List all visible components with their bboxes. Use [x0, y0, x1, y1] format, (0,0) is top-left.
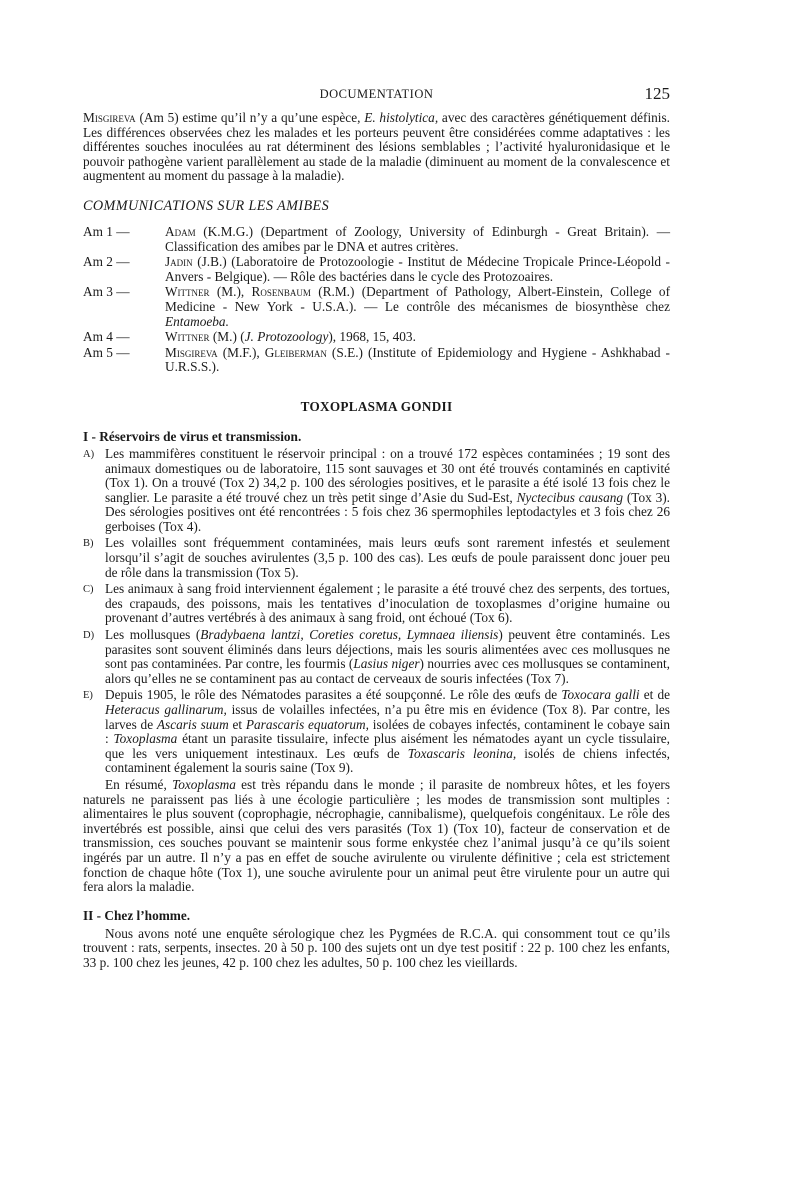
reference-item — [83, 330, 670, 345]
list-item — [83, 688, 670, 776]
reference-item — [83, 255, 670, 284]
author-name: Wittner — [165, 329, 210, 345]
author-name: Jadin — [165, 254, 193, 270]
text-run: En résumé, — [105, 776, 173, 792]
text-run: isolées de cobayes infectés, contaminent le cobaye sain : — [105, 716, 670, 747]
list-item — [83, 582, 670, 626]
intro-paragraph — [83, 111, 670, 184]
item-text — [105, 688, 670, 776]
item-letter: D) — [83, 630, 95, 642]
species-name: Heteracus gallinarum, — [105, 702, 227, 717]
author-name: Misgireva — [83, 110, 136, 125]
author-name: Gleiberman — [264, 344, 327, 360]
text-run: avec des caractères génétiquement définis. Les différences observées chez les malades et les porteurs peuvent être considérées comme adaptatives : les différentes souches inoculées au rat déterminent des lésions semblables ; l’activité hyaluronidasique et le pouvoir pathogène varient parallèlement au stade de la maladie (diminuent au moment de la convalescence et augmentent au moment du passage à la maladie). — [83, 110, 670, 184]
text-run: issus de volailles infectées, n’a pu être mis en évidence (Tox 8). Par contre, les larves de — [105, 702, 670, 732]
text-run: ) peuvent être contaminés. Les parasites sont souvent éliminés dans leurs déjections, mais les souris alimentées avec ces mollusques ne sont pas contaminées. Par contre, les fourmis ( — [105, 627, 670, 672]
species-name: Lasius niger — [353, 656, 420, 672]
reference-code: Am 4 — — [83, 329, 130, 345]
text-run: (R.M.) (Department of Pathology, Albert-Einstein, College of Medicine - New York - U.S.A.). — Le contrôle des mécanismes de biosynthèse chez — [165, 284, 670, 314]
reference-item — [83, 225, 670, 254]
item-text — [105, 628, 670, 686]
species-name: Toxascaris leonina, — [407, 745, 517, 761]
text-run: ) nourries avec ces mollusques se contaminent, alors qu’elles ne se contaminent pas au contact de cerveaux de souris infectées (Tox 7). — [105, 656, 670, 686]
text-run: et — [228, 716, 246, 732]
page-number: 125 — [644, 84, 670, 103]
communications-heading: COMMUNICATIONS SUR LES AMIBES — [83, 197, 330, 214]
reference-code: Am 5 — — [83, 344, 130, 360]
reference-code: Am 1 — — [83, 223, 130, 239]
author-name: Wittner — [165, 284, 210, 300]
reference-code: Am 3 — — [83, 284, 130, 300]
list-item — [83, 628, 670, 686]
species-name: Ascaris suum — [156, 716, 229, 732]
reference-text — [165, 346, 670, 375]
text-run: (Am 5) estime qu’il n’y a qu’une espèce, — [135, 110, 365, 125]
reference-text — [165, 225, 670, 254]
text-run: étant un parasite tissulaire, infecte plus aisément les nématodes ayant un cycle tissulaire, que les vers uniquement intestinaux. Les œufs de — [105, 731, 670, 761]
reference-text — [165, 255, 670, 284]
reference-text — [165, 330, 670, 345]
running-title: DOCUMENTATION — [319, 87, 434, 101]
reference-item — [83, 346, 670, 375]
list-item — [83, 536, 670, 580]
text-run: (M.), — [209, 284, 252, 300]
author-name: Rosenbaum — [251, 284, 311, 300]
reference-text — [165, 285, 670, 329]
text-run: Depuis 1905, le rôle des Nématodes parasites a été soupçonné. Le rôle des œufs de — [105, 687, 562, 703]
text-run: Les mammifères constituent le réservoir principal : on a trouvé 172 espèces contaminées ; 19 sont des animaux domestiques ou de laboratoire, 115 sont sauvages et 30 ont été trouvés contaminés en captivité (Tox 1). On a trouvé (Tox 2) 34,2 p. 100 des sérologies positives, et le parasite a été isolé 13 fois chez le sanglier. Le parasite a été trouvé chez un très petit singe d’Asie du Sud-Est, — [105, 445, 670, 505]
text-run: (Tox 3). Des sérologies positives ont été rencontrées : 5 fois chez 36 spermophiles leptodactyles et 3 fois chez 26 gerboises (Tox 4). — [105, 489, 670, 534]
body-paragraph: Nous avons noté une enquête sérologique chez les Pygmées de R.C.A. qui consomment tout ce qu’ils trouvent : rats, serpents, insectes. 20 à 50 p. 100 des sujets ont un dye test positif : 22 p. 100 chez les enfants, 33 p. 100 chez les jeunes, 42 p. 100 chez les adultes, 50 p. 100 chez les vieillards. — [83, 925, 670, 970]
reference-list — [83, 225, 670, 375]
item-text — [105, 447, 670, 535]
text-run: (M.F.), — [217, 344, 265, 360]
species-name: Bradybaena lantzi, Coreties coretus, Lymnaea iliensis — [200, 627, 499, 643]
subsection-heading: II - Chez l’homme. — [83, 907, 191, 923]
item-letter: C) — [83, 584, 94, 596]
species-name: Toxocara galli — [561, 687, 640, 703]
item-letter: A) — [83, 448, 95, 460]
page-header — [83, 84, 670, 106]
reference-item — [83, 285, 670, 329]
species-name: Toxoplasma — [172, 776, 236, 792]
text-run: est très répandu dans le monde ; il parasite de nombreux hôtes, et les foyers naturels ne paraissent pas liés à une écologie particulière ; les modes de transmission sont multiples : alimentaires le plus souvent (coprophagie, nécrophagie, cannibalisme), quelquefois congénitaux. Le rôle des invertébrés est possible, ainsi que celui des vers parasités (Tox 1) (Tox 10), facteur de conservation et de transmission, ces souches pouvant se maintenir sous forme enkystée chez l’animal jusqu’à ce qu’ils soient ingérés par un autre. Il n’y a pas en effet de souche avirulente ou virulente définitive ; cela est strictement fonction de chaque hôte (Tox 1), une souche avirulente pour un animal peut être virulente pour un autre qui fera alors la maladie. — [83, 776, 670, 895]
species-name: E. histolytica, — [364, 110, 439, 125]
text-run: (J.B.) (Laboratoire de Protozoologie - Institut de Médecine Tropicale Prince-Léopold - Anvers - Belgique). — Rôle des bactéries dans le cycle des Protozoaires. — [165, 254, 670, 284]
species-name: Nyctecibus causang — [516, 489, 624, 505]
summary-paragraph — [83, 778, 670, 895]
species-name: Toxoplasma — [113, 731, 178, 747]
reference-code: Am 2 — — [83, 254, 130, 270]
text-run: et de — [639, 687, 671, 703]
item-letter: E) — [83, 690, 93, 702]
section-heading: TOXOPLASMA GONDII — [300, 398, 453, 414]
text-run: isolés de chiens infectés, contaminent également la souris saine (Tox 9). — [105, 745, 670, 776]
document-page — [83, 84, 670, 971]
journal-name: J. Protozoology — [244, 329, 329, 345]
species-name: Entamoeba. — [165, 313, 229, 329]
item-letter: B) — [83, 538, 94, 550]
author-name: Adam — [165, 223, 196, 239]
text-run: Les mollusques ( — [105, 627, 201, 643]
species-name: Parascaris equatorum, — [245, 716, 369, 732]
text-run: (S.E.) (Institute of Epidemiology and Hygiene - Ashkhabad - U.R.S.S.). — [165, 344, 670, 375]
text-run: ), 1968, 15, 403. — [328, 329, 416, 345]
text-run: (K.M.G.) (Department of Zoology, University of Edinburgh - Great Britain). — Classification des amibes par le DNA et autres critères. — [165, 223, 670, 254]
subsection-heading: I - Réservoirs de virus et transmission. — [83, 428, 302, 444]
item-text: Les volailles sont fréquemment contaminées, mais leurs œufs sont rarement infestés et seulement lorsqu’il s’agit de souches avirulentes (3,5 p. 100 des cas). Les œufs de poule paraissent donc jouer peu de rôle dans la transmission (Tox 5). — [105, 535, 670, 580]
item-text: Les animaux à sang froid interviennent également ; le parasite a été trouvé chez des serpents, des tortues, des crapauds, des poissons, mais les tentatives d’inoculation de toxoplasmes d’origine humaine ou provenant d’autres vertébrés à des animaux à sang froid, ont échoué (Tox 6). — [105, 581, 670, 626]
list-item — [83, 447, 670, 535]
text-run: (M.) ( — [209, 329, 245, 345]
author-name: Misgireva — [165, 344, 218, 360]
